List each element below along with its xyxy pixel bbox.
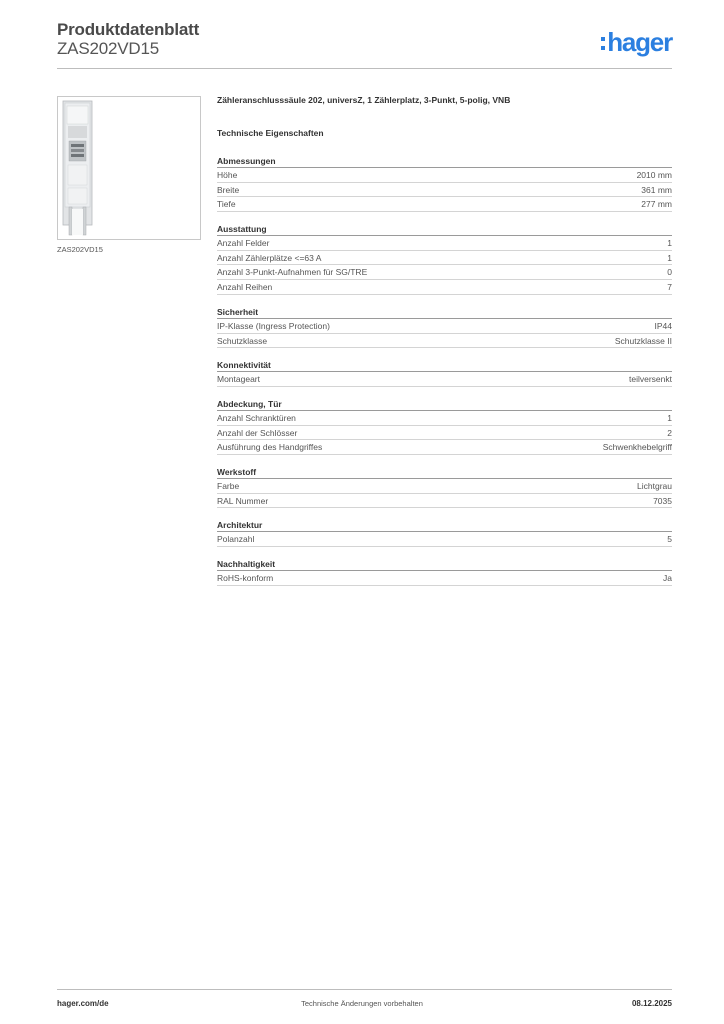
property-label: Breite bbox=[217, 184, 240, 195]
section-heading: Nachhaltigkeit bbox=[217, 557, 672, 571]
properties-section bbox=[217, 154, 672, 212]
product-image-caption: ZAS202VD15 bbox=[57, 245, 103, 254]
property-value: Ja bbox=[663, 573, 672, 583]
property-value: 5 bbox=[667, 534, 672, 545]
properties-section bbox=[217, 465, 672, 508]
property-label: IP-Klasse (Ingress Protection) bbox=[217, 320, 330, 331]
property-label: Anzahl Felder bbox=[217, 238, 270, 249]
property-row bbox=[217, 372, 672, 387]
property-value: 7 bbox=[667, 282, 672, 293]
properties-section bbox=[217, 358, 672, 387]
property-row bbox=[217, 532, 672, 547]
property-row bbox=[217, 479, 672, 494]
property-value: 0 bbox=[667, 267, 672, 278]
properties-section bbox=[217, 518, 672, 547]
property-label: Höhe bbox=[217, 170, 238, 180]
property-row bbox=[217, 183, 672, 198]
property-value: 361 mm bbox=[641, 184, 672, 195]
property-value: 2010 mm bbox=[636, 170, 672, 180]
logo-colon-icon bbox=[601, 37, 605, 50]
section-heading: Abmessungen bbox=[217, 154, 672, 168]
section-heading: Sicherheit bbox=[217, 305, 672, 319]
property-row bbox=[217, 319, 672, 334]
section-heading: Ausstattung bbox=[217, 222, 672, 236]
properties-section bbox=[217, 305, 672, 348]
property-row bbox=[217, 197, 672, 212]
property-label: Anzahl Zählerplätze <=63 A bbox=[217, 252, 322, 263]
footer-divider bbox=[57, 989, 672, 990]
meter-column-icon bbox=[58, 97, 200, 239]
product-description: Zähleranschlusssäule 202, universZ, 1 Zählerplatz, 3-Punkt, 5-polig, VNB bbox=[217, 95, 511, 105]
logo-text: hager bbox=[607, 27, 672, 57]
property-label: Anzahl Schranktüren bbox=[217, 412, 296, 423]
property-value: teilversenkt bbox=[629, 374, 672, 385]
properties-sections bbox=[217, 154, 672, 586]
property-value: 1 bbox=[667, 412, 672, 423]
property-label: Tiefe bbox=[217, 199, 236, 210]
property-label: RoHS-konform bbox=[217, 573, 274, 583]
property-value: Lichtgrau bbox=[637, 480, 672, 491]
property-row bbox=[217, 411, 672, 426]
property-label: RAL Nummer bbox=[217, 495, 269, 506]
property-row bbox=[217, 168, 672, 183]
property-value: Schwenkhebelgriff bbox=[602, 442, 672, 453]
footer-date: 08.12.2025 bbox=[631, 999, 672, 1008]
property-label: Anzahl der Schlösser bbox=[217, 427, 298, 438]
property-row bbox=[217, 236, 672, 251]
product-image bbox=[57, 96, 201, 240]
property-value: 1 bbox=[667, 252, 672, 263]
footer-note: Technische Änderungen vorbehalten bbox=[301, 999, 423, 1008]
product-code: ZAS202VD15 bbox=[57, 39, 159, 58]
property-row bbox=[217, 571, 672, 586]
property-label: Anzahl 3-Punkt-Aufnahmen für SG/TRE bbox=[217, 267, 368, 278]
property-label: Schutzklasse bbox=[217, 335, 268, 346]
property-row bbox=[217, 440, 672, 455]
section-heading: Abdeckung, Tür bbox=[217, 397, 672, 411]
section-heading: Konnektivität bbox=[217, 358, 672, 372]
hager-logo[interactable] bbox=[601, 26, 672, 58]
header-divider bbox=[57, 68, 672, 69]
property-value: 1 bbox=[667, 238, 672, 249]
property-value: 7035 bbox=[653, 495, 672, 506]
property-value: IP44 bbox=[654, 320, 672, 331]
property-label: Farbe bbox=[217, 480, 240, 491]
property-row bbox=[217, 426, 672, 441]
property-row bbox=[217, 251, 672, 266]
property-label: Montageart bbox=[217, 374, 260, 385]
section-heading: Werkstoff bbox=[217, 465, 672, 479]
properties-section bbox=[217, 397, 672, 455]
section-heading: Architektur bbox=[217, 518, 672, 532]
property-value: 277 mm bbox=[641, 199, 672, 210]
properties-section bbox=[217, 222, 672, 295]
property-label: Polanzahl bbox=[217, 534, 255, 545]
property-row bbox=[217, 265, 672, 280]
property-row bbox=[217, 280, 672, 295]
property-row bbox=[217, 334, 672, 349]
product-content bbox=[217, 95, 672, 596]
technical-properties-heading: Technische Eigenschaften bbox=[217, 128, 324, 138]
page-title: Produktdatenblatt bbox=[57, 20, 200, 39]
property-label: Ausführung des Handgriffes bbox=[217, 442, 323, 453]
footer-website-link[interactable]: hager.com/de bbox=[57, 999, 109, 1008]
property-row bbox=[217, 494, 672, 509]
property-value: 2 bbox=[667, 427, 672, 438]
property-label: Anzahl Reihen bbox=[217, 282, 273, 293]
properties-section bbox=[217, 557, 672, 586]
property-value: Schutzklasse II bbox=[614, 335, 672, 346]
